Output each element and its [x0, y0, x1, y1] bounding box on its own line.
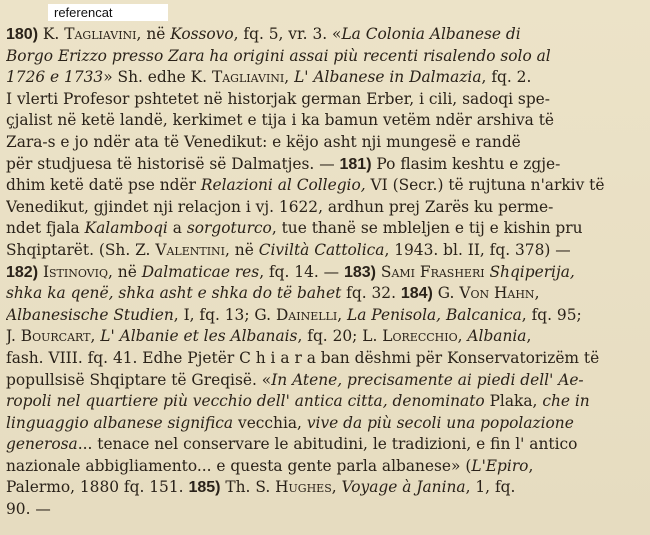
- text-segment: , në: [136, 25, 171, 43]
- text-segment: Bourcart: [20, 327, 91, 346]
- text-segment: Po flasim keshtu e zgje-: [371, 154, 561, 173]
- text-segment: Dalmaticae res: [141, 262, 260, 281]
- text-line: [6, 218, 642, 240]
- text-segment: , tue thanë se mbleljen e tij e kishin pru: [271, 219, 583, 238]
- text-segment: Th. S.: [220, 478, 276, 497]
- text-segment: Valentini: [155, 240, 226, 259]
- text-line: [6, 499, 642, 521]
- footnote-number: 183): [343, 263, 376, 281]
- text-line: [6, 262, 642, 284]
- text-segment: Von Hahn: [459, 284, 535, 303]
- text-segment: L' Albanie et les Albanais: [100, 327, 298, 346]
- text-segment: vive da più secoli una popolazione: [306, 413, 574, 432]
- footnote-number: 181): [339, 155, 372, 173]
- text-line: [6, 326, 642, 348]
- text-segment: In Atene, precisamente ai piedi dell' Ae-: [271, 370, 584, 389]
- footnote-number: 182): [6, 263, 39, 281]
- text-segment: , fq. 2.: [481, 68, 532, 87]
- text-segment: shka ka qenë, shka asht e shka do të bahet: [6, 284, 342, 303]
- text-segment: che in: [542, 392, 590, 411]
- text-segment: ,: [526, 327, 532, 346]
- text-segment: » Sh. edhe K.: [103, 68, 212, 87]
- text-segment: dhim ketë datë pse ndër: [6, 176, 201, 195]
- text-segment: , 1, fq.: [465, 478, 516, 497]
- referencat-label: referencat: [48, 4, 168, 21]
- text-segment: La Penisola, Balcanica: [347, 305, 522, 324]
- text-segment: Shqiperija,: [489, 262, 575, 281]
- footnote-number: 184): [400, 285, 433, 303]
- text-segment: Albania: [467, 327, 527, 346]
- text-line: [6, 197, 642, 219]
- text-segment: Istinoviq: [42, 262, 108, 281]
- text-segment: K.: [38, 25, 65, 43]
- text-line: [6, 89, 642, 111]
- text-line: [6, 240, 642, 262]
- text-segment: I vlerti Profesor pshtetet në historjak german Erber, i cili, sadoqi spe-: [6, 89, 550, 108]
- text-segment: , në: [108, 262, 142, 281]
- text-segment: Voyage à Janina: [341, 478, 466, 497]
- text-segment: ,: [528, 456, 534, 475]
- text-segment: Zara-s e jo ndër ata të Venedikut: e këjo asht nji mungesë e randë: [6, 132, 521, 151]
- text-line: [6, 305, 642, 327]
- text-segment: fash. VIII. fq. 41. Edhe Pjetër C h i a r a ban dëshmi për Konservatorizëm të: [6, 348, 600, 367]
- text-segment: Tagliavini: [64, 25, 137, 43]
- text-segment: G.: [432, 284, 460, 303]
- footnote-number: 180): [6, 26, 39, 43]
- text-segment: , fq. 95;: [521, 305, 582, 324]
- footnote-number: 185): [188, 479, 221, 497]
- text-segment: për studjuesa të historisë së Dalmatjes. —: [6, 154, 340, 173]
- text-line: [6, 456, 642, 478]
- text-segment: Albanesische Studien: [6, 305, 174, 324]
- text-segment: , në: [225, 240, 259, 259]
- text-segment: , 1943. bl. II, fq. 378) —: [384, 240, 571, 259]
- text-line: [6, 24, 642, 46]
- text-segment: La Colonia Albanese di: [341, 25, 521, 43]
- text-line: [6, 46, 642, 68]
- text-segment: Dainelli: [275, 305, 338, 324]
- text-segment: sorgoturco: [186, 219, 272, 238]
- text-line: [6, 370, 642, 392]
- text-segment: çjalist në ketë landë, kerkimet e tija i ka bamun vetëm ndër arshiva të: [6, 111, 555, 130]
- text-segment: ... tenace nel conservare le abitudini, le tradizioni, e fin l' antico: [77, 435, 578, 454]
- text-segment: vecchia,: [233, 413, 307, 432]
- text-line: [6, 283, 642, 305]
- text-segment: , I, fq. 13; G.: [173, 305, 276, 324]
- text-segment: ,: [457, 327, 468, 346]
- text-segment: 1726 e 1733: [6, 68, 104, 87]
- text-line: [6, 110, 642, 132]
- footnotes-text: [6, 24, 642, 521]
- text-segment: , fq. 5, vr. 3. «: [233, 25, 342, 43]
- text-segment: nazionale abbigliamento... e questa gente parla albanese» (: [6, 456, 472, 475]
- text-segment: ,: [90, 327, 101, 346]
- text-line: [6, 434, 642, 456]
- text-segment: Civiltà Cattolica: [258, 240, 385, 259]
- text-segment: Kossovo: [170, 25, 234, 43]
- text-segment: Borgo Erizzo presso Zara ha origini assai più recenti risalendo solo al: [6, 46, 551, 65]
- text-segment: linguaggio albanese significa: [6, 413, 234, 432]
- text-segment: Tagliavini: [211, 68, 285, 87]
- text-segment: a: [167, 219, 187, 238]
- text-segment: Relazioni al Collegio,: [200, 176, 366, 195]
- text-segment: 90. —: [6, 500, 51, 519]
- text-segment: Sami Frasheri: [380, 262, 485, 281]
- text-line: [6, 348, 642, 370]
- text-line: [6, 132, 642, 154]
- text-segment: Lorecchio: [382, 327, 458, 346]
- text-segment: ,: [331, 478, 342, 497]
- text-segment: Venedikut, gjindet nji relacjon i vj. 1622, ardhun prej Zarës ku perme-: [6, 197, 554, 216]
- text-segment: , fq. 20; L.: [297, 327, 383, 346]
- text-line: [6, 391, 642, 413]
- text-segment: L'Epiro: [471, 456, 529, 475]
- text-segment: Palermo, 1880 fq. 151.: [6, 478, 189, 497]
- text-segment: VI (Secr.) të rujtuna n'arkiv të: [365, 176, 605, 195]
- text-segment: , fq. 14. —: [259, 262, 344, 281]
- text-line: [6, 67, 642, 89]
- text-segment: ,: [337, 305, 348, 324]
- text-segment: Shqiptarët. (Sh. Z.: [6, 240, 156, 259]
- text-line: [6, 477, 642, 499]
- text-segment: J.: [6, 327, 21, 346]
- text-segment: ,: [534, 284, 540, 303]
- text-segment: popullsisë Shqiptare të Greqisë. «: [6, 370, 272, 389]
- text-segment: Kalamboqi: [84, 219, 168, 238]
- text-line: [6, 175, 642, 197]
- text-segment: ndet fjala: [6, 219, 85, 238]
- text-segment: generosa: [6, 435, 78, 454]
- text-segment: ,: [284, 68, 295, 87]
- text-segment: Hughes: [275, 478, 332, 497]
- text-segment: Plaka,: [484, 392, 543, 411]
- text-segment: fq. 32.: [341, 284, 401, 303]
- text-line: [6, 413, 642, 435]
- text-segment: L' Albanese in Dalmazia: [294, 68, 482, 87]
- text-segment: ropoli nel quartiere più vecchio dell' antica citta, denominato: [6, 392, 485, 411]
- text-line: [6, 154, 642, 176]
